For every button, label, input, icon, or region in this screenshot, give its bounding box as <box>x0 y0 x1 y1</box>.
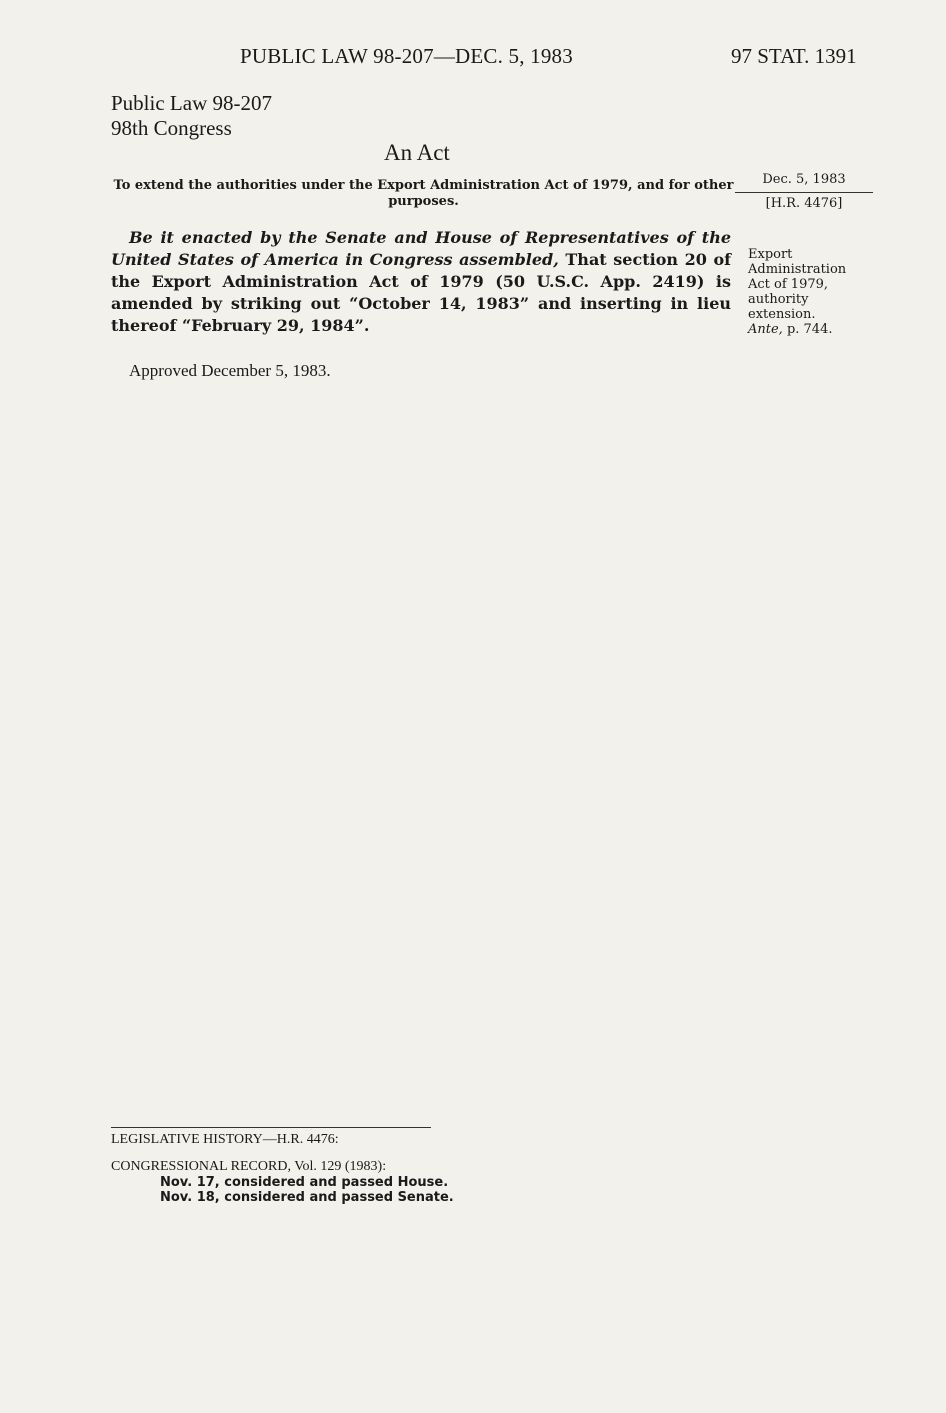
side-note-line: Export <box>748 247 793 262</box>
margin-rule <box>735 192 873 193</box>
bleed-through-shadow <box>540 90 545 113</box>
section-text: That section 20 of the Export Administration Act of 1979 (50 U.S.C. App. 2419) is amended by striking out “October 14, 1983” and inserting in lieu thereof “February 29, 1984”. <box>111 250 731 335</box>
margin-date-block <box>735 172 873 212</box>
ante-word: Ante, <box>748 322 783 337</box>
ante-page: p. 744. <box>782 322 833 337</box>
congress-label: 98th Congress <box>111 116 232 140</box>
approval-line: Approved December 5, 1983. <box>129 361 331 380</box>
history-entry: Nov. 18, considered and passed Senate. <box>160 1190 454 1205</box>
bill-number: [H.R. 4476] <box>765 196 843 211</box>
ante-reference <box>748 322 868 337</box>
enacting-text <box>111 227 731 337</box>
side-note-line: authority <box>748 292 809 307</box>
legislative-history-title: LEGISLATIVE HISTORY—H.R. 4476: <box>111 1132 339 1147</box>
side-note-line: extension. <box>748 307 816 322</box>
side-note <box>748 247 868 337</box>
enactment-date: Dec. 5, 1983 <box>762 172 846 187</box>
running-header: PUBLIC LAW 98-207—DEC. 5, 1983 <box>240 44 573 68</box>
footer-rule <box>111 1127 431 1128</box>
history-entry: Nov. 17, considered and passed House. <box>160 1175 449 1190</box>
enacting-clause: Be it enacted by the Senate and House of Representatives of the United States of America in Congress assembled, <box>111 228 731 269</box>
act-title: An Act <box>384 140 450 165</box>
purpose-statement: To extend the authorities under the Export Administration Act of 1979, and for other purposes. <box>113 178 734 209</box>
congressional-record: CONGRESSIONAL RECORD, Vol. 129 (1983): <box>111 1159 387 1174</box>
public-law-number: Public Law 98-207 <box>111 91 272 115</box>
side-note-line: Administration <box>748 262 847 277</box>
side-note-line: Act of 1979, <box>748 277 829 292</box>
statute-page-number: 97 STAT. 1391 <box>731 44 857 68</box>
